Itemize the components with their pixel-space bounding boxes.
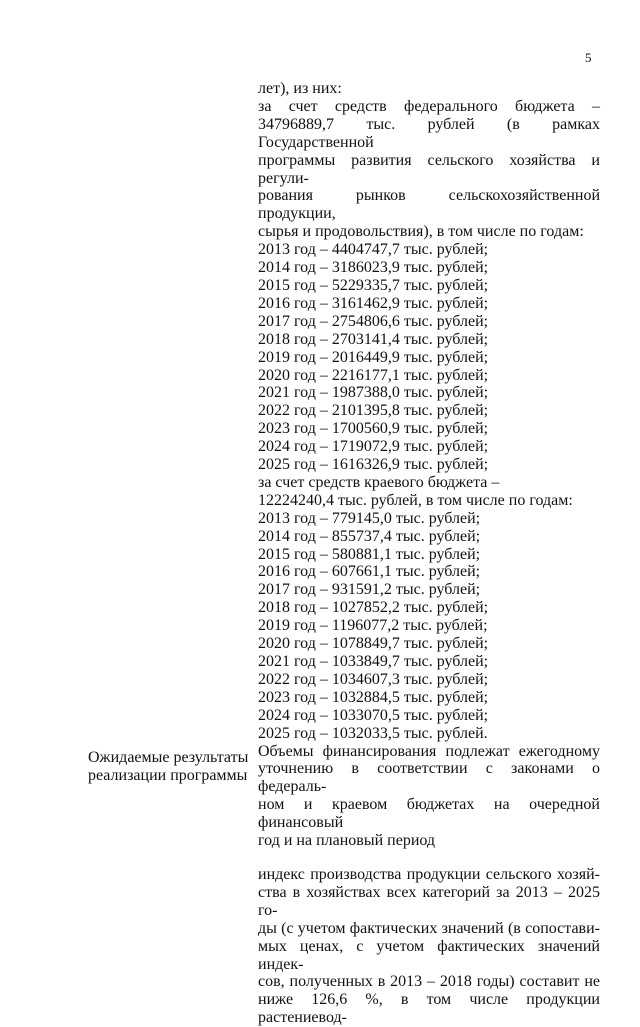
text-line: 2021 год – 1033849,7 тыс. рублей;	[258, 653, 489, 670]
text-line: 12224240,4 тыс. рублей, в том числе по годам:	[258, 491, 573, 509]
text-line: программы развития сельского хозяйства и регули-	[258, 151, 600, 187]
page-number: 5	[585, 50, 592, 65]
label-line: реализации программы	[88, 766, 248, 784]
text-line: 2019 год – 2016449,9 тыс. рублей;	[258, 348, 489, 366]
text-line: 2019 год – 1196077,2 тыс. рублей;	[258, 617, 488, 635]
text-line: 2020 год – 2216177,1 тыс. рублей;	[258, 366, 489, 384]
text-line: лет), из них:	[258, 80, 342, 97]
text-line: 2014 год – 3186023,9 тыс. рублей;	[258, 259, 489, 277]
text-line: ства в хозяйствах всех категорий за 2013 – 2025 го-	[258, 883, 600, 919]
text-line: 2022 год – 1034607,3 тыс. рублей;	[258, 670, 489, 688]
text-line: Объемы финансирования подлежат ежегодному	[258, 742, 600, 760]
text-line: 2021 год – 1987388,0 тыс. рублей;	[258, 384, 489, 402]
text-line: 2016 год – 607661,1 тыс. рублей;	[258, 563, 481, 581]
text-line: 2018 год – 1027852,2 тыс. рублей;	[258, 599, 489, 617]
text-line: 2017 год – 931591,2 тыс. рублей;	[258, 581, 481, 599]
text-line: 2013 год – 4404747,7 тыс. рублей;	[258, 241, 489, 259]
text-line: мых ценах, с учетом фактических значений индек-	[258, 937, 600, 973]
text-line: уточнению в соответствии с законами о федераль-	[258, 760, 600, 796]
text-line: 2015 год – 580881,1 тыс. рублей;	[258, 545, 481, 563]
text-line: 2016 год – 3161462,9 тыс. рублей;	[258, 294, 489, 312]
text-line: индекс производства продукции сельского хозяй-	[258, 865, 600, 883]
text-line: 2015 год – 5229335,7 тыс. рублей;	[258, 276, 489, 294]
text-line: 2025 год – 1616326,9 тыс. рублей;	[258, 456, 489, 474]
text-line: год и на плановый период	[258, 832, 436, 850]
text-line: 2020 год – 1078849,7 тыс. рублей;	[258, 635, 489, 653]
text-line: за счет средств краевого бюджета –	[258, 473, 500, 491]
text-line: ды (с учетом фактических значений (в сопостави-	[258, 919, 600, 937]
text-line: 2025 год – 1032033,5 тыс. рублей.	[258, 724, 488, 742]
text-line: 2022 год – 2101395,8 тыс. рублей;	[258, 402, 489, 420]
text-line: 2017 год – 2754806,6 тыс. рублей;	[258, 312, 489, 330]
text-line: 2014 год – 855737,4 тыс. рублей;	[258, 527, 481, 545]
text-line: 2024 год – 1033070,5 тыс. рублей;	[258, 706, 489, 724]
funding-text-block	[258, 80, 600, 1027]
text-line: сов, полученных в 2013 – 2018 годы) составит не	[258, 973, 600, 991]
text-line: 2013 год – 779145,0 тыс. рублей;	[258, 509, 481, 527]
text-line: сырья и продовольствия), в том числе по годам:	[258, 223, 584, 241]
text-line: 2018 год – 2703141,4 тыс. рублей;	[258, 330, 489, 348]
text-line: 2023 год – 1700560,9 тыс. рублей;	[258, 420, 489, 438]
text-line: 2023 год – 1032884,5 тыс. рублей;	[258, 688, 489, 706]
text-line: ниже 126,6 %, в том числе продукции растениевод-	[258, 991, 600, 1027]
text-line: за счет средств федерального бюджета –	[258, 97, 600, 115]
text-line: 2024 год – 1719072,9 тыс. рублей;	[258, 438, 489, 456]
section-gap	[258, 850, 600, 866]
text-line: рования рынков сельскохозяйственной продукции,	[258, 187, 600, 223]
text-line: ном и краевом бюджетах на очередной финансовый	[258, 796, 600, 832]
label-line: Ожидаемые результаты	[88, 749, 249, 766]
results-section-label	[88, 749, 253, 785]
text-line: 34796889,7 тыс. рублей (в рамках Государственной	[258, 115, 600, 151]
